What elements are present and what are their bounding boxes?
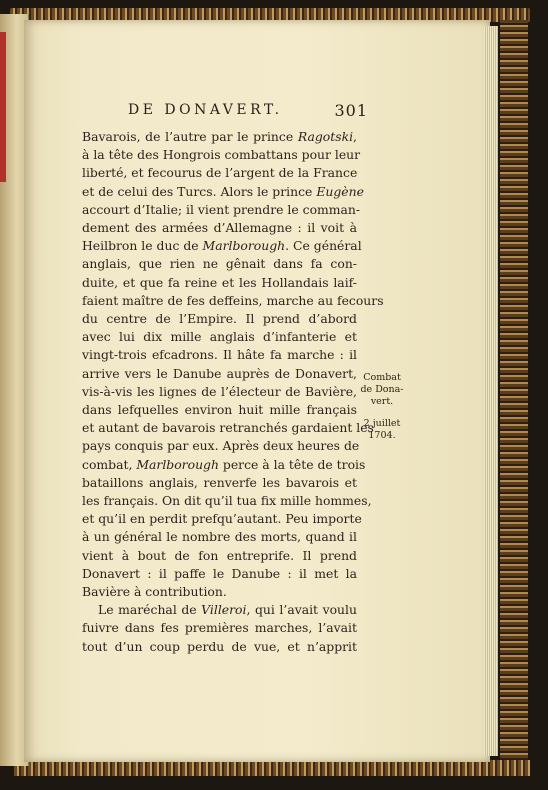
text-line: et autant de bavarois retranchés gardaient les	[82, 420, 374, 436]
text-line: Donavert : il paffe le Danube : il met la	[82, 565, 357, 581]
book-bottom-edge	[14, 760, 530, 776]
text-line: vient à bout de fon entreprife. Il prend	[82, 547, 357, 563]
running-title: DE DONAVERT.	[128, 102, 283, 118]
text-line: avec lui dix mille anglais d’infanterie et	[82, 329, 357, 345]
text-line: vingt-trois efcadrons. Il hâte fa marche : il	[82, 347, 357, 363]
text-line: Bavarois, de l’autre par le prince Ragotski,	[82, 129, 357, 144]
text-line: faient maître de fes deffeins, marche au fecours	[82, 292, 384, 308]
text-line: duite, et que fa reine et les Hollandais laif-	[82, 274, 357, 290]
ribbon-marker	[0, 32, 6, 182]
text-line: pays conquis par eux. Après deux heures de	[82, 438, 360, 454]
italic-name: Eugène	[316, 183, 364, 199]
italic-name: Ragotski	[297, 129, 354, 144]
italic-name: Marlborough	[202, 238, 286, 254]
text-line: du centre de l’Empire. Il prend d’abord	[82, 311, 357, 327]
book-right-edge	[500, 20, 528, 765]
text-line: à la tête des Hongrois combattans pour leur	[82, 147, 361, 163]
italic-name: Marlborough	[136, 456, 219, 472]
text-line: dement des armées d’Allemagne : il voit à	[82, 220, 357, 236]
text-line: tout d’un coup perdu de vue, et n’apprit	[82, 638, 357, 654]
text-line: accourt d’Italie; il vient prendre le comman-	[82, 201, 361, 217]
italic-name: Villeroi	[201, 602, 247, 618]
text-line: fuivre dans fes premières marches, l’avait	[82, 620, 357, 636]
text-line: arrive vers le Danube auprès de Donavert,	[82, 365, 357, 381]
text-line: Bavière à contribution.	[82, 584, 227, 600]
text-line: à un général le nombre des morts, quand il	[82, 529, 357, 545]
text-line: Le maréchal de Villeroi, qui l’avait voulu	[98, 602, 357, 618]
page-header	[128, 102, 368, 122]
text-line: bataillons anglais, renverfe les bavarois et	[82, 474, 357, 490]
text-line: vis-à-vis les lignes de l’électeur de Bavière,	[82, 383, 357, 399]
text-line: liberté, et fecourus de l’argent de la France	[82, 165, 358, 181]
page-stack-edges	[484, 26, 498, 756]
text-line: et qu’il en perdit prefqu’autant. Peu importe	[82, 511, 362, 527]
text-line: dans lefquelles environ huit mille français	[82, 402, 357, 418]
text-line: Heilbron le duc de Marlborough. Ce général	[82, 238, 362, 254]
margin-note-line: Combat	[363, 372, 401, 383]
text-line: et de celui des Turcs. Alors le prince Eugène	[82, 183, 364, 199]
text-line: anglais, que rien ne gênait dans fa con-	[82, 256, 357, 272]
margin-note-date: 1704.	[368, 430, 396, 441]
margin-note-line: vert.	[370, 396, 394, 407]
margin-note	[357, 372, 407, 442]
text-line: les français. On dit qu’il tua fix mille hommes,	[82, 493, 372, 509]
text-line: combat, Marlborough perce à la tête de trois	[82, 456, 366, 472]
margin-note-line: de Dona-	[360, 384, 404, 395]
margin-note-date: 2 juillet	[363, 418, 401, 429]
page-number: 301	[334, 101, 368, 120]
